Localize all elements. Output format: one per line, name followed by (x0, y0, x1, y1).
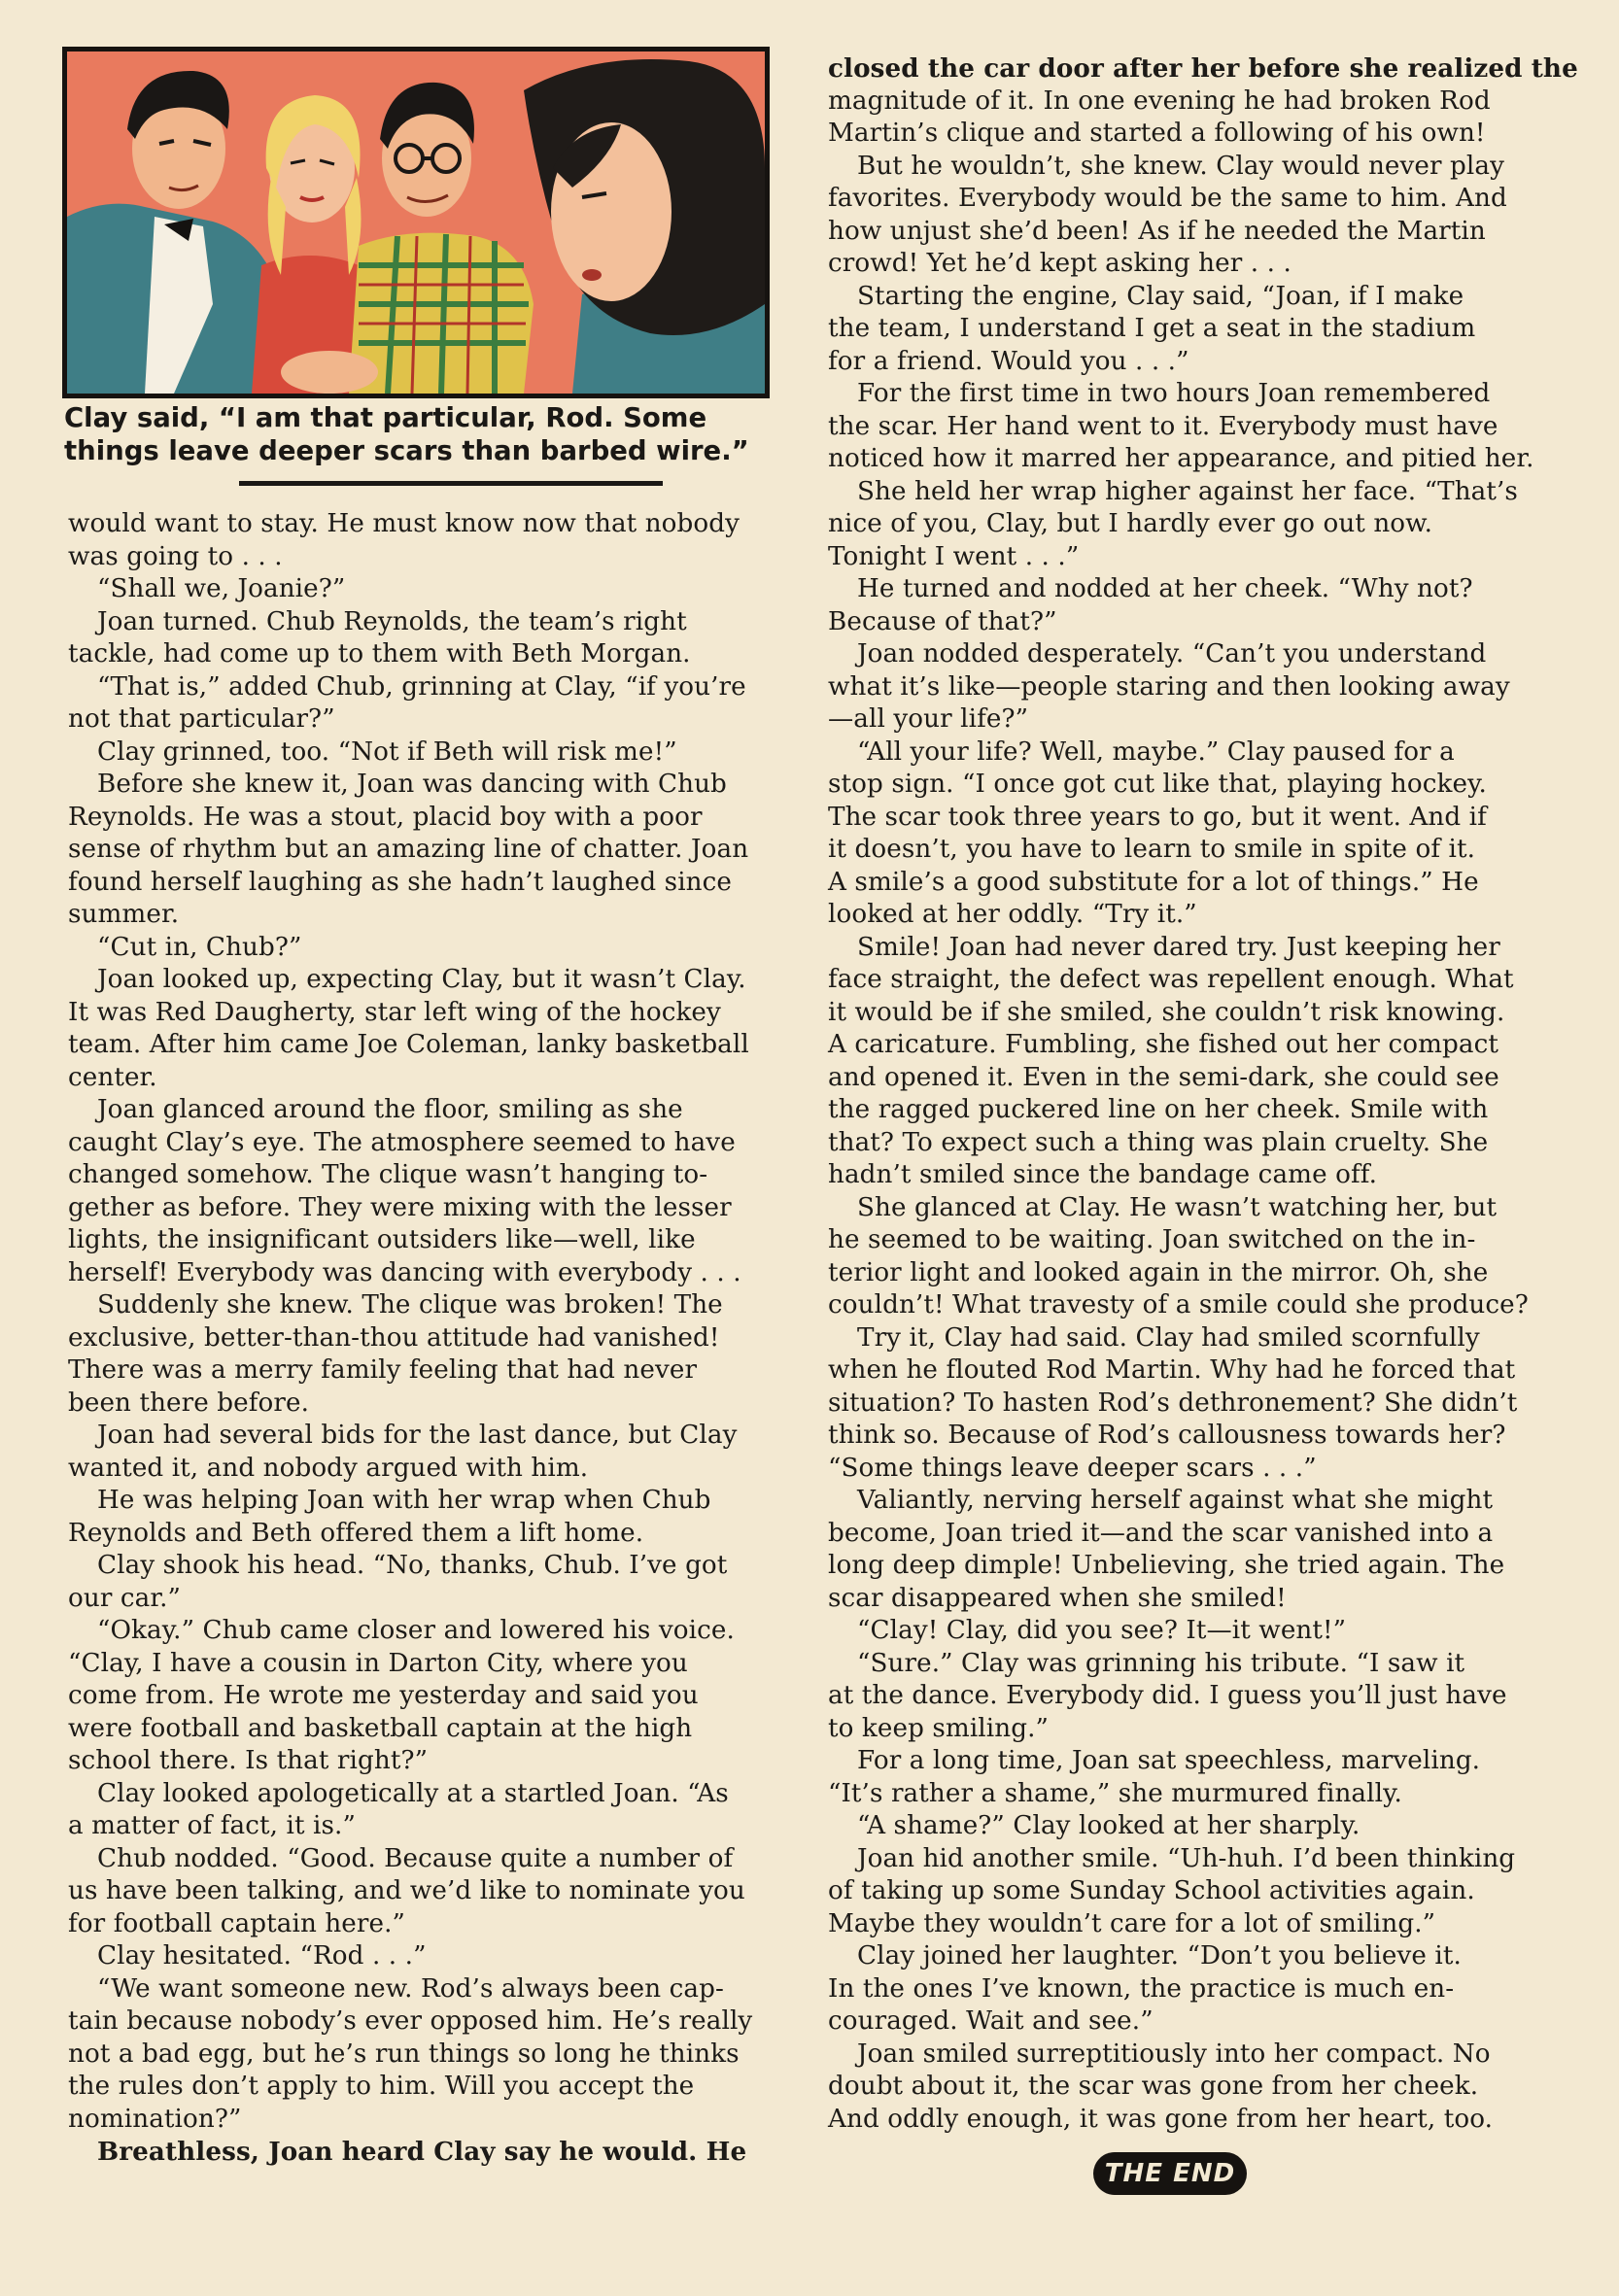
text-line: It was Red Daugherty, star left wing of the hockey (68, 997, 721, 1027)
text-line: “A shame?” Clay looked at her sharply. (857, 1811, 1361, 1840)
text-line: Because of that?” (828, 606, 1057, 636)
text-line: —all your life?” (828, 704, 1029, 734)
text-line: The scar took three years to go, but it went. And if (828, 802, 1487, 832)
text-line: become, Joan tried it—and the scar vanished into a (828, 1518, 1494, 1548)
left-text-column (68, 508, 777, 2169)
text-line: think so. Because of Rod’s callousness towards her? (828, 1421, 1506, 1450)
text-line: He was helping Joan with her wrap when Chub (97, 1486, 711, 1515)
text-line: Joan smiled surreptitiously into her compact. No (857, 2039, 1491, 2069)
text-line: team. After him came Joe Coleman, lanky basketball (68, 1030, 749, 1059)
text-line: nice of you, Clay, but I hardly ever go out now. (828, 509, 1433, 538)
text-line: gether as before. They were mixing with the lesser (68, 1192, 732, 1222)
caption-line: things leave deeper scars than barbed wire.” (64, 435, 749, 466)
text-line: herself! Everybody was dancing with everybody . . . (68, 1257, 741, 1287)
text-line: for a friend. Would you . . .” (828, 346, 1189, 376)
text-line: face straight, the defect was repellent enough. What (828, 965, 1514, 994)
illustration-artwork (67, 51, 765, 394)
text-line: Martin’s clique and started a following of his own! (828, 119, 1486, 148)
text-line: closed the car door after her before she realized the (828, 53, 1578, 84)
text-line: scar disappeared when she smiled! (828, 1583, 1287, 1613)
text-line: “Cut in, Chub?” (97, 932, 302, 962)
text-line: was going to . . . (68, 541, 283, 571)
text-line: stop sign. “I once got cut like that, playing hockey. (828, 770, 1487, 799)
text-line: Breathless, Joan heard Clay say he would. He (97, 2137, 747, 2167)
text-line: Valiantly, nerving herself against what she might (857, 1486, 1494, 1515)
text-line: “It’s rather a shame,” she murmured finally. (828, 1778, 1402, 1808)
text-line: of taking up some Sunday School activities again. (828, 1876, 1475, 1905)
text-line: Clay joined her laughter. “Don’t you believe it. (857, 1941, 1462, 1970)
text-line: Suddenly she knew. The clique was broken! The (97, 1290, 723, 1319)
text-line: She glanced at Clay. He wasn’t watching her, but (857, 1192, 1498, 1222)
text-line: “Clay! Clay, did you see? It—it went!” (857, 1616, 1347, 1645)
text-line: our car.” (68, 1583, 182, 1613)
text-line: the team, I understand I get a seat in the stadium (828, 314, 1476, 343)
panel-caption (64, 401, 774, 467)
text-line: hadn’t smiled since the bandage came off. (828, 1160, 1378, 1189)
text-line: wanted it, and nobody argued with him. (68, 1453, 589, 1483)
text-line: the rules don’t apply to him. Will you accept the (68, 2072, 695, 2101)
text-line: how unjust she’d been! As if he needed the Martin (828, 216, 1486, 246)
text-line: “We want someone new. Rod’s always been cap- (97, 1973, 724, 2004)
text-line: Clay hesitated. “Rod . . .” (97, 1941, 427, 1970)
text-line: looked at her oddly. “Try it.” (828, 900, 1197, 929)
text-line: not a bad egg, but he’s run things so long he thinks (68, 2039, 740, 2069)
text-line: center. (68, 1062, 157, 1092)
text-line: Chub nodded. “Good. Because quite a number of (97, 1843, 734, 1873)
text-line: and opened it. Even in the semi-dark, she could see (828, 1062, 1499, 1092)
text-line: tain because nobody’s ever opposed him. He’s really (68, 2006, 753, 2036)
text-line: Joan glanced around the floor, smiling as she (97, 1095, 683, 1124)
text-line: what it’s like—people staring and then looking away (828, 671, 1510, 702)
text-line: the scar. Her hand went to it. Everybody must have (828, 411, 1498, 441)
text-line: Joan had several bids for the last dance, but Clay (97, 1421, 738, 1450)
text-line: favorites. Everybody would be the same to him. And (828, 184, 1507, 213)
text-line: terior light and looked again in the mirror. Oh, she (828, 1257, 1489, 1287)
text-line: the ragged puckered line on her cheek. Smile with (828, 1095, 1489, 1124)
text-line: But he wouldn’t, she knew. Clay would never play (857, 151, 1505, 181)
caption-divider (239, 481, 663, 486)
text-line: found herself laughing as she hadn’t laughed since (68, 867, 732, 897)
text-line: A smile’s a good substitute for a lot of things.” He (828, 867, 1479, 897)
text-line: were football and basketball captain at the high (68, 1713, 693, 1743)
text-line: For a long time, Joan sat speechless, marveling. (857, 1746, 1481, 1775)
text-line: situation? To hasten Rod’s dethronement? She didn’t (828, 1388, 1518, 1418)
text-line: changed somehow. The clique wasn’t hanging to- (68, 1160, 708, 1189)
text-line: it would be if she smiled, she couldn’t risk knowing. (828, 997, 1505, 1027)
text-line: that? To expect such a thing was plain cruelty. She (828, 1127, 1489, 1157)
text-line: nomination?” (68, 2104, 242, 2134)
text-line: a matter of fact, it is.” (68, 1811, 356, 1840)
text-line: for football captain here.” (68, 1908, 406, 1938)
text-line: come from. He wrote me yesterday and said you (68, 1681, 699, 1710)
text-line: “Shall we, Joanie?” (97, 574, 346, 603)
text-line: Joan turned. Chub Reynolds, the team’s right (97, 606, 687, 636)
text-line: summer. (68, 900, 180, 929)
text-line: Joan hid another smile. “Uh-huh. I’d been thinking (857, 1843, 1516, 1873)
the-end-badge: THE END (1093, 2152, 1247, 2195)
text-line: “Okay.” Chub came closer and lowered his voice. (97, 1616, 735, 1645)
text-line: it doesn’t, you have to learn to smile in spite of it. (828, 835, 1476, 864)
text-line: And oddly enough, it was gone from her heart, too. (828, 2104, 1494, 2134)
text-line: Tonight I went . . .” (828, 541, 1080, 571)
text-line: long deep dimple! Unbelieving, she tried again. The (828, 1551, 1505, 1580)
text-line: Reynolds and Beth offered them a lift home. (68, 1518, 644, 1548)
text-line: couraged. Wait and see.” (828, 2006, 1154, 2036)
text-line: when he flouted Rod Martin. Why had he forced that (828, 1355, 1516, 1385)
text-line: A caricature. Fumbling, she fished out her compact (828, 1030, 1499, 1059)
text-line: lights, the insignificant outsiders like—well, like (68, 1225, 696, 1254)
text-line: tackle, had come up to them with Beth Morgan. (68, 639, 691, 668)
text-line: For the first time in two hours Joan remembered (857, 379, 1491, 408)
text-line: been there before. (68, 1388, 310, 1418)
text-line: Clay looked apologetically at a startled Joan. “As (97, 1778, 729, 1808)
text-line: magnitude of it. In one evening he had broken Rod (828, 86, 1491, 116)
text-line: school there. Is that right?” (68, 1746, 429, 1775)
text-line: caught Clay’s eye. The atmosphere seemed to have (68, 1127, 736, 1157)
text-line: not that particular?” (68, 704, 335, 734)
text-line: Joan nodded desperately. “Can’t you understand (857, 639, 1487, 668)
text-line: “All your life? Well, maybe.” Clay paused for a (857, 737, 1455, 767)
text-line: crowd! Yet he’d kept asking her . . . (828, 249, 1292, 278)
text-line: Reynolds. He was a stout, placid boy with a poor (68, 802, 703, 832)
text-line: Maybe they wouldn’t care for a lot of smiling.” (828, 1908, 1436, 1938)
text-line: Try it, Clay had said. Clay had smiled scornfully (857, 1322, 1480, 1353)
text-line: noticed how it marred her appearance, and pitied her. (828, 444, 1534, 473)
text-line: Before she knew it, Joan was dancing with Chub (97, 770, 727, 799)
comic-illustration-panel (62, 47, 770, 398)
text-line: Joan looked up, expecting Clay, but it wasn’t Clay. (97, 965, 746, 994)
text-line: “Sure.” Clay was grinning his tribute. “I saw it (857, 1648, 1465, 1678)
text-line: He turned and nodded at her cheek. “Why not? (857, 574, 1473, 603)
text-line: Clay grinned, too. “Not if Beth will risk me!” (97, 737, 677, 767)
right-text-column (828, 52, 1578, 2136)
text-line: Clay shook his head. “No, thanks, Chub. I’ve got (97, 1551, 728, 1580)
text-line: he seemed to be waiting. Joan switched on the in- (828, 1225, 1476, 1254)
text-line: would want to stay. He must know now that nobody (68, 509, 741, 538)
text-line: us have been talking, and we’d like to nominate you (68, 1876, 745, 1905)
caption-line: Clay said, “I am that particular, Rod. Some (64, 402, 707, 433)
text-line: She held her wrap higher against her face. “That’s (857, 476, 1518, 506)
text-line: “Clay, I have a cousin in Darton City, where you (68, 1648, 688, 1678)
text-line: “That is,” added Chub, grinning at Clay, “if you’re (97, 671, 746, 702)
text-line: sense of rhythm but an amazing line of chatter. Joan (68, 835, 749, 864)
text-line: to keep smiling.” (828, 1713, 1050, 1743)
text-line: There was a merry family feeling that had never (68, 1355, 698, 1385)
text-line: In the ones I’ve known, the practice is much en- (828, 1973, 1455, 2004)
text-line: doubt about it, the scar was gone from her cheek. (828, 2072, 1479, 2101)
text-line: Starting the engine, Clay said, “Joan, if I make (857, 281, 1464, 311)
text-line: Smile! Joan had never dared try. Just keeping her (857, 932, 1500, 962)
text-line: at the dance. Everybody did. I guess you’ll just have (828, 1681, 1507, 1710)
text-line: couldn’t! What travesty of a smile could she produce? (828, 1290, 1529, 1319)
text-line: “Some things leave deeper scars . . .” (828, 1453, 1317, 1483)
text-line: exclusive, better-than-thou attitude had vanished! (68, 1322, 720, 1353)
